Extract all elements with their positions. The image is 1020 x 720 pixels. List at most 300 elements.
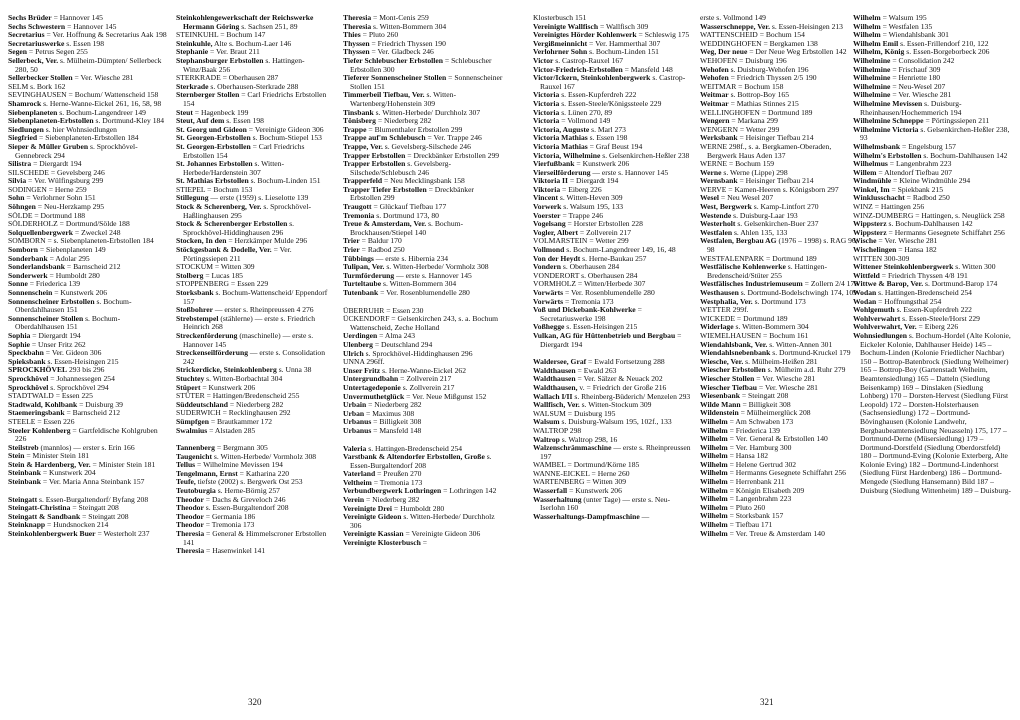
entry-headword: Steut, Auf dem [176,116,225,126]
entry-reference: erste s. Vollmond 149 [700,14,766,22]
entry-reference: WALTROP 298 [533,425,582,435]
entry-headword: Wilhelmine [853,64,891,74]
entry-headword: Sternberger Stollen [176,90,240,100]
entry-reference: = Friedrich Thyssen 190 [369,38,446,48]
entry-headword: Theodor [176,511,204,521]
entry-headword: Turteltaube [343,279,382,289]
entry-headword: Vergißmeinnicht [533,38,588,48]
entry-reference: = Lothringen 142 [441,486,497,496]
entry-headword: Wiesenbank [700,391,740,401]
entry-headword: Segen [8,47,27,57]
entry-headword: West, Bergwerk [700,202,752,212]
entry-reference: s. Rheinberg-Büderich/ Menzelen 293 [572,391,691,401]
entry-headword: Wehofen [700,64,729,74]
entry-reference: s. Bochum-Oberdahlhausen 151 [15,313,121,332]
entry-headword: Wasserfall [533,486,568,496]
entry-headword: Wittwe & Barop, Ver. [853,279,924,289]
entry-headword: Sohn [8,193,25,203]
index-entry [343,315,503,332]
index-entry [700,143,860,160]
entry-reference: s. Bochum-Langendreer 149 [57,107,146,117]
entry-headword: Tiefer Schlebuscher Erbstollen [343,55,443,65]
entry-headword: Trappe auf'm Schlebusch [343,133,426,143]
entry-reference: — erste s. Hibernia 234 [373,253,449,263]
entry-headword: Wengern [700,116,730,126]
entry-reference: s. Hattingen-Bredenscheid 254 [366,443,463,453]
entry-headword: Wallfisch, Ver. [533,400,580,410]
entry-headword: Stadtwald, Kohlbank [8,399,78,409]
entry-headword: Trapper Erbstollen [343,159,406,169]
entry-reference: = Tremonia 173 [371,477,423,487]
entry-reference: = Heisinger Tiefbau 214 [737,176,814,186]
entry-reference: = Steingatt 208 [739,391,789,401]
entry-headword: St. Georgen-Erbstollen [176,141,251,151]
entry-reference: = Deutschland 294 [372,339,433,349]
entry-reference: WERNE 298f., s. a. Bergkamen-Oberaden, Bergwerk Haus Aden 137 [700,141,832,160]
entry-headword: Steilstreb [8,442,39,452]
entry-reference: = Hagenbeck 199 [192,107,249,117]
entry-reference: = Hannover 145 [65,21,117,31]
entry-reference: = Hansa 182 [896,245,937,255]
entry-headword: Victoria [533,98,560,108]
entry-headword: Wiescher Erbstollen [700,365,766,375]
entry-reference: = [420,538,428,548]
entry-headword: Vondern [533,262,561,272]
entry-reference: s. Waltrop 298, 16 [559,434,618,444]
entry-headword: Waldersee, Graf [533,357,587,367]
index-entry [343,289,503,298]
page-number-right: 321 [760,697,774,707]
entry-headword: Thyssen [343,47,370,57]
entry-headword: Unvermuthetglück [343,391,405,401]
entry-headword: Tremonia [343,210,375,220]
entry-headword: Vierseilförderung [533,167,591,177]
entry-reference: = Petrus Segen 255 [26,47,88,57]
entry-headword: Sonderlandsbank [8,262,65,272]
entry-headword: Urbain [343,400,367,410]
entry-headword: Steingatt [8,494,38,504]
entry-reference: s. Essen-Burgaltendorf 208 [350,452,492,470]
entry-headword: Wilhelmine Schneppe [853,116,924,126]
entry-headword: Westfalen, Bergbau AG [700,236,777,246]
entry-reference: s. Hattingen-Bredenscheid/Stüter 255 [707,262,827,280]
entry-headword: Sprockhövel [8,373,49,383]
entry-reference: s. Oberhausen 284 [561,262,620,272]
entry-headword: Weitmar [700,98,729,108]
entry-reference: s. Bochum-Langendreer 149, 16, 48 [564,245,676,255]
entry-headword: Söhngen [8,202,36,212]
entry-reference: = Unser Fritz 262 [29,339,86,349]
entry-reference: s. Mülheim-Dümpten/ Sellerbeck 280, 50 [15,55,162,74]
entry-reference: = Hermanns Gesegnete Schiffahrt 256 [727,468,846,478]
entry-reference: = Gartfeldische Kohlgruben 226 [15,425,158,444]
entry-reference: WITTEN 300-309 [853,253,910,263]
entry-reference: s. Duisburg-Rheinhausen/Hochemmerich 194 [860,98,962,117]
entry-headword: Vereinigte Klosterbusch [343,538,421,548]
entry-reference: = Westerholt 237 [95,529,150,539]
entry-reference: s. Essen-Steele/Horst 229 [900,313,980,323]
entry-reference: = Ver. Gideon 306 [43,348,102,358]
entry-headword: Sonne [8,279,28,289]
entry-reference: = Hansa 182 [727,451,769,461]
entry-reference: = Barnscheid 212 [64,408,121,418]
entry-reference: s. Bochum-Dahlhausen 142 [921,150,1008,160]
entry-reference: = Minister Stein 181 [24,451,90,461]
entry-reference: = Mülheimerglück 208 [738,408,811,418]
entry-reference: = Ver. Braut 211 [208,47,260,57]
entry-reference: — erste s. Hannover 145 [590,167,669,177]
entry-reference: = Schleswig 175 [636,30,690,40]
entry-reference: s. Gevelsberg-Silschede 246 [382,141,471,151]
entry-reference: = Tiefbau 171 [727,520,773,530]
entry-headword: Vogelsang [533,219,566,229]
entry-reference: s. Witten-Heven 309 [558,193,623,203]
index-entry [176,315,336,332]
entry-headword: Untergrundbahn [343,374,399,384]
entry-headword: Theresia [343,14,372,22]
entry-reference: = Alstaden 285 [207,425,256,435]
entry-reference: = Ver. Rosenblumendelle 280 [563,288,655,297]
entry-headword: Wittener Steinkohlenbergwerk [853,262,954,272]
entry-reference: = Langenbrahm 223 [727,494,792,504]
entry-reference: = Vereinigte Gideon 306 [403,529,481,539]
entry-reference: s. Unna 38 [276,365,312,375]
entry-reference: = Hermanns Gesegnete Schiffahrt 256 [886,227,1005,237]
entry-headword: Wilhelm [700,528,728,538]
entry-headword: Stöckgesbank & Dodelle, Ver. [176,245,272,255]
entry-reference: s. Herne-Wanne-Eickel 262 [380,365,467,375]
entry-reference: ÜCKENDORF = Gelsenkirchen 243, s. a. Bochum Wattenscheid, Zeche Holland [343,314,499,332]
entry-headword: Verein [343,495,365,505]
entry-headword: Somborn [8,245,38,255]
index-entry [343,91,503,108]
entry-reference: = Neu-Wesel 207 [890,81,946,91]
entry-headword: Trappe [343,124,367,134]
entry-reference: s. Witten-Herbede/Hardenstein 307 [183,159,284,177]
entry-headword: Urbanus [343,425,372,435]
entry-reference: = Mathias Stinnes 215 [728,98,799,108]
entry-reference: s. Witten-Herbede/ Vormholz 308 [212,451,317,461]
entry-reference: s. Herne-Börnig 257 [215,486,280,496]
entry-headword: St. Johannes Erbstollen [176,159,253,169]
entry-headword: Steingatt-Christina [8,503,71,513]
entry-reference: = Steingatt 208 [70,503,119,513]
entry-headword: Von der Heydt [533,253,581,263]
entry-reference: s. Bochum-Dahlhausen 142 [886,219,973,229]
entry-reference: = Eiberg 226 [916,322,959,332]
entry-reference: s. Witten-Stockum 309 [579,400,652,410]
entry-headword: Vaterland [343,469,376,479]
entry-headword: Vulkan, AG für Hüttenbetrieb und Bergbau [533,330,676,340]
entry-headword: Vereinigte Kassian [343,529,404,539]
entry-headword: Sonderwerk [8,270,48,280]
entry-reference: s. Essen-Kupferdreh 222 [894,305,972,315]
entry-headword: Wehofen [700,73,729,83]
entry-headword: Westphalia, Ver. [700,296,753,306]
entry-reference: = Wilhelmine Mevissen 194 [195,460,283,470]
index-entry [8,57,168,74]
entry-reference: = Kleine Windmühle 294 [891,176,971,186]
entry-headword: Steinbank [8,468,41,478]
entry-headword: Wohlverwahrt [853,313,901,323]
entry-reference: s. Essen-Burgaltendorf 208 [203,503,289,513]
entry-reference: = Barnscheid 212 [64,262,121,272]
entry-headword: Waldthausen [533,365,576,375]
entry-reference: s. Bochum-Stiepel 153 [250,133,322,143]
entry-headword: Voerster [533,210,561,220]
entry-reference: = Siebenplaneten-Erbstollen 184 [37,133,139,143]
entry-headword: Wilhelm [700,416,728,426]
entry-reference: = Glückauf Tiefbau 177 [371,202,447,212]
entry-headword: Wasserhaltungs-Dampfmaschine [533,511,640,521]
entry-headword: Wilhelm [700,425,728,435]
entry-reference: = Ver. Maria Anna Steinbank 157 [40,477,145,487]
entry-reference: = Consolidation 242 [890,55,955,65]
entry-headword: Viktoria [533,184,561,194]
entry-headword: Victor/Ickern, Steinkohlenbergwerk [533,73,651,83]
index-entry [343,453,503,470]
index-entry [533,513,693,522]
entry-reference: s. Essen-Heisingen 215 [564,322,638,332]
index-column-4 [533,14,693,684]
entry-headword: Vincent [533,193,559,203]
index-entry [700,237,860,254]
entry-headword: Theresia [176,529,205,539]
entry-reference: = Dreckbänker Erbstollen 299 [405,150,500,160]
entry-reference: (maschinelle) — erste s. Hannover 145 [183,330,314,349]
entry-reference: = Westfalen 135 [880,21,933,31]
entry-reference: = Walsum 195 [880,14,927,22]
entry-reference: s. Sprockhövel-Hiddinghausen 296 [363,348,473,358]
entry-headword: Secretariuswerke [8,38,65,48]
entry-reference: s. Herne-Wanne-Eickel 261, 16, 58, 98 [41,98,162,108]
index-entry [343,57,503,74]
entry-reference: = Germania 186 [203,511,256,521]
entry-reference: = Niederberg 282 [366,400,422,410]
index-entry [533,306,693,323]
entry-reference: s. Witten-Herbede/ Durchholz 306 [350,512,495,530]
entry-headword: Vorwerk [533,202,562,212]
entry-headword: Treue & Amsterdam, Ver. [343,219,427,229]
entry-reference: SUDERWICH = Recklinghausen 292 [176,408,291,418]
entry-reference: WEDDINGHOFEN = Bergkamen 138 [700,38,818,48]
entry-headword: Süddeutschland [176,399,228,409]
entry-reference: SEVINGHAUSEN = Bochum/ Wattenscheid 158 [8,90,159,100]
entry-reference: s. Sachsen 251, 89 [239,21,298,31]
index-entry [343,186,503,203]
entry-headword: Uerdingen [343,331,378,341]
entry-reference: WENGERN = Wetter 299 [700,124,780,134]
index-entry [176,547,336,556]
entry-reference: = Duisburg 39 [77,399,123,409]
entry-reference: = Niederberg 282 [375,116,432,126]
index-entry [8,315,168,332]
entry-reference: = Ver. Wiesche 281 [876,236,938,246]
entry-headword: Wilhelm's Erbstollen [853,150,922,160]
entry-reference: = Eiberg 226 [560,184,602,194]
entry-reference: Alte s. Bochum-Laer 146 [212,38,292,48]
entry-reference: = Diergardt 194 [540,330,682,349]
index-entry [8,298,168,315]
entry-headword: Stocken, In den [176,236,227,246]
entry-reference: = Tremonia 173 [203,520,255,530]
entry-headword: Wilhelm [853,21,881,31]
entry-reference: = Mansfeld 148 [622,64,673,74]
entry-headword: Vereinigte Gideon [343,512,402,522]
entry-headword: Sonderbank [8,253,48,263]
entry-headword: Steut [176,107,193,117]
entry-headword: Viktoria II [533,176,568,186]
entry-reference: — erste s. Rheinpreussen 197 [540,443,691,461]
entry-headword: Tönisberg [343,116,376,126]
entry-headword: Victoria [533,90,560,100]
entry-headword: Vollmond [533,245,565,255]
entry-headword: Vereinigte Drei [343,503,392,513]
entry-headword: Walsum [533,417,560,427]
entry-reference: s. Castrop-Rauxel 167 [540,73,686,91]
entry-reference: — erste s. Hannover 145 [394,270,472,280]
entry-reference: = Zollverein 217 [398,374,452,384]
entry-reference: = Graf Beust 194 [587,141,643,151]
entry-headword: Widerlage [700,322,734,332]
entry-reference: = Ver. Pörtingssiepen 211 [183,245,292,263]
entry-reference: = Ver. Neue Mißgunst 152 [404,391,487,401]
entry-reference: s. Essen-Heisingen 215 [45,356,119,366]
entry-headword: Stephansburger Erbstollen [176,55,264,65]
index-column-2 [176,14,336,684]
index-entry [533,74,693,91]
entry-headword: Steinkohlengewerkschaft der Reichswerke Hermann Göring [176,14,314,31]
entry-headword: Thies [343,30,361,40]
entry-reference: = Heisinger Tiefbau 214 [737,133,814,143]
entry-reference: = Niederberg 282 [364,495,420,505]
entry-reference: = Vereinigte Gideon 306 [246,124,324,134]
entry-reference: s. Ahlen 135, 133 [732,227,788,237]
entry-reference: UNNA 296ff. [343,357,385,367]
entry-headword: Siebenplaneten-Erbstollen [8,116,94,126]
entry-headword: Wiescher Tiefbau [700,382,758,392]
entry-reference: = Frischauf 309 [890,64,941,74]
entry-headword: Turmförderung [343,270,395,280]
entry-reference: (1976 – 1998) s. RAG 96, 98 [707,236,858,255]
entry-reference: WALSUM = Duisburg 195 [533,408,616,418]
index-entry [176,91,336,108]
entry-headword: Steeler Kohlenberg [8,425,71,435]
entry-headword: Victoria [533,107,560,117]
entry-reference: = Humboldt 280 [47,270,100,280]
entry-reference: s. Sprockhövel-Hiddinghausen 296 [183,219,295,237]
entry-reference: SODINGEN = Herne 259 [8,184,87,194]
entry-reference: = Ver. Gladbeck 246 [369,47,434,57]
entry-headword: Wilhelmine [853,81,891,91]
entry-headword: Stock & Scherenberg, Ver. [176,202,262,212]
entry-reference: = Spiekbank 215 [889,184,944,194]
index-entry [176,14,336,31]
entry-reference: s. Oberhausen-Sterkrade 288 [208,81,299,91]
entry-headword: Solquellenbergwerk [8,227,73,237]
index-column-1 [8,14,168,684]
entry-headword: Westende [700,210,732,220]
entry-reference: WATTENSCHEID = Bochum 154 [700,30,805,40]
entry-headword: Wohlverwahrt, Ver. [853,322,917,332]
entry-headword: Wilhelm [700,511,728,521]
entry-headword: Wippsterz [853,227,887,237]
entry-headword: Wilhelm [700,494,728,504]
entry-headword: Willem [853,167,877,177]
index-entry [176,160,336,177]
entry-reference: s. Duisburg-Walsum 195, 102f., 133 [559,417,672,427]
entry-headword: Swalmius [176,425,208,435]
entry-headword: Wilhelm [700,477,728,487]
entry-reference: = Mansfeld 148 [371,425,422,435]
entry-reference: SOMBORN = s. Siebenplaneten-Erbstollen 184 [8,236,154,246]
entry-headword: Wohnsiedlungen [853,330,908,340]
entry-headword: Thyssen [343,38,370,48]
entry-headword: Steinkohlenbergwerk Buer [8,529,96,539]
entry-headword: Sonnenscheiner Erbstollen [8,296,95,306]
entry-reference: v. = Friedrich der Große 216 [577,382,667,392]
entry-headword: Wilhelmine Mevissen [853,98,923,108]
entry-reference: s. Witten-Bommern 304 [733,322,809,332]
entry-reference: = Ver. Wiesche 281 [890,90,952,100]
entry-reference: WETTER 299f. [700,305,749,315]
entry-reference: (stählerne) — erste s. Friedrich Heinrich 268 [183,313,316,332]
entry-reference: s. Bochum-Brockhausen/Stiepel 140 [350,219,464,237]
index-entry [343,427,503,436]
entry-headword: Wiendahlsnebenbank [700,348,771,358]
entry-reference: = Katharina 220 [237,468,290,478]
entry-headword: Wilhelm [700,434,728,444]
entry-reference: = Niederberg 282 [227,399,284,409]
entry-headword: Wilhelmine [853,55,891,65]
entry-reference: = Friedrich Thyssen 4/8 191 [879,270,968,280]
entry-headword: Unser Fritz [343,365,381,375]
entry-reference: s. Witten-Annen 301 [767,339,833,349]
entry-reference: = Diergardt 194 [31,159,82,169]
entry-headword: Wodan [853,296,877,306]
entry-reference: WESTFALENPARK = Dortmund 189 [700,253,817,263]
entry-headword: Westhausen [700,288,739,297]
index-entry [176,427,336,436]
entry-reference: s. Gelsenkirchen-Buer 237 [735,219,819,229]
entry-headword: Sprockhövel [8,382,49,392]
entry-headword: Tutenbank [343,288,379,297]
entry-reference: = Ver. Hoffnung & Secretarius Aak 198 [44,30,167,40]
entry-headword: Secretarius [8,30,45,40]
entry-headword: Steingatt & Sandbank [8,511,81,521]
entry-headword: Siebenplaneten [8,107,58,117]
entry-reference: s. Mülheim a.d. Ruhr 279 [765,365,846,375]
entry-reference: = Schlebuscher Erbstollen 300 [350,55,492,74]
entry-reference: = Zweckel 248 [72,227,121,237]
entry-reference: STOPPENBERG = Essen 229 [176,279,269,289]
entry-headword: Wischelingen [853,245,897,255]
entry-headword: Stoßbohrer [176,305,213,315]
entry-reference: VONDERORT s. Oberhausen 284 [533,270,638,280]
index-entry [853,332,1013,495]
entry-reference: s. Essen-Borgeborbeck 206 [904,47,990,57]
entry-headword: Trapper Erbstollen [343,150,406,160]
entry-headword: Verbundbergwerk Lothringen [343,486,442,496]
entry-headword: Tannenberg [176,443,215,453]
entry-headword: Tengelmann, Ernst [176,468,238,478]
entry-reference: s. Witten-Bommern 304 [381,279,457,289]
index-entry [176,203,336,220]
entry-reference: = Siebenplaneten 149 [37,245,106,255]
entry-reference: s. Mülheim-Heißen 281 [743,356,818,366]
entry-reference: = Horster Erbstollen 228 [565,219,643,229]
entry-reference: s. Witten-Herbede/ Durchholz 307 [373,107,481,117]
